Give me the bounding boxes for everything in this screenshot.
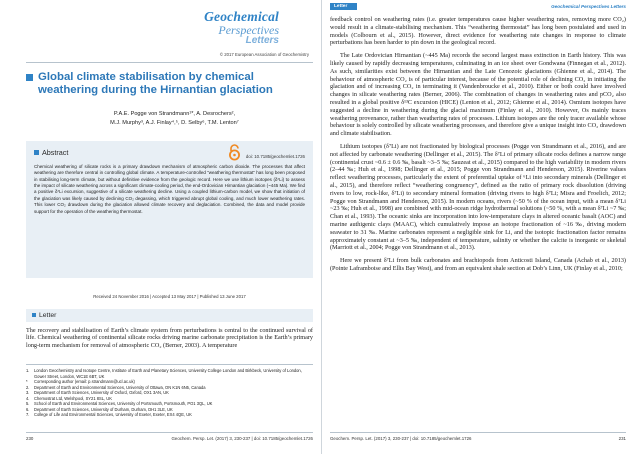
- abstract-box: [26, 141, 313, 278]
- logo-line-perspectives: Perspectives: [218, 22, 279, 37]
- affiliation-number: 4.: [26, 395, 30, 401]
- author-list: [26, 110, 313, 129]
- body-paragraph: Here we present δ⁷Li from bulk carbonates and brachiopods from Anticosti Island, Canada (Achab et al., 2013) (Pointe Laframboise and Ellis Bay West), and from an equivalent shale section at Dob’s Linn, UK (Finlay et al., 2010;: [330, 257, 626, 272]
- affiliations-divider: [26, 364, 313, 365]
- running-header-journal: Geochemical Perspectives Letters: [551, 4, 626, 9]
- right-footer-citation: Geochem. Persp. Let. (2017) 3, 230-237 | doi: 10.7185/geochemlet.1726: [330, 436, 472, 441]
- body-paragraph: Lithium isotopes (δ⁷Li) are not fractionated by biological processes (Pogge von Strandmann et al., 2016), and are not affected by carbonate weathering (Dellinger et al., 2015). The δ⁷Li of primary silicate rocks defines a narrow range (continental crust ~0.6 ± 0.6 ‰, basalt ~3–5 ‰; Sauzeat et al., 2015) compared to the high variability in modern rivers (2–44 ‰; Huh et al., 1998; Dellinger et al., 2015; Pogge von Strandmann and Henderson, 2015). Riverine values reflect weathering processes, particularly the extent of preferential uptake of ⁶Li into secondary minerals (Dellinger et al., 2015), and therefore reflect “weathering congruency”, defined as the ratio of primary rock dissolution (driving rivers to low, rock-like, δ⁷Li) to secondary mineral formation (driving rivers to high δ⁷Li; Misra and Froelich, 2012; Pogge von Strandmann and Henderson, 2015). In modern oceans, rivers (~50 % of the ocean input, with a mean δ⁷Li ~23 ‰; Huh et al., 1998) are combined with mid-ocean ridge hydrothermal solutions (~50 %, with a mean δ⁷Li ~7 ‰; Chan et al., 1993). The oceanic sinks are incorporation into low-temperature clays in altered oceanic basalt (AOC) and marine authigenic clays (MAAC), which cumulatively impose an isotope fractionation of ~16 ‰, driving modern seawater to 31 ‰. Marine carbonates represent a negligible sink for Li, and the isotopic fractionation factor remains approximately constant at ~3–5 ‰, independent of temperature, salinity or whether the calcite is inorganic or skeletal (Marriott et al., 2004; Pogge von Strandmann et al., 2013).: [330, 142, 626, 252]
- open-access-icon: [227, 144, 242, 161]
- body-paragraph: The Late Ordovician Hirnantian (~445 Ma) records the second largest mass extinction in Earth history. This was likely caused by rapidly decreasing temperatures, culminating in an ice sheet over Gondwana (Finnegan et al., 2012). As such, similarities exist between the Hirnantian and the Late Cenozoic glaciations (Ghienne et al., 2014). The behaviour of atmospheric CO₂ is of particular interest, because of the potential role of declining CO₂ in initiating the glaciation and of increasing CO₂ in terminating it (Vandenbroucke et al., 2010). Either or both could have involved changes in silicate weathering rates (Berner, 2006). The combination of changes in weathering rates and pCO₂ also resulted in a global positive δ¹³C excursion (HICE) (Lenton et al., 2012; Ghienne et al., 2014). Osmium isotopes have suggested a decline in weathering during the glacial maximum (Finlay et al., 2010). However, Os mainly traces weathering provenance, rather than weathering rates of processes. Lithium isotopes are the only tracer available whose behaviour is solely controlled by silicate weathering processes, and therefore give a unique insight into CO₂ drawdown and climate stabilisation.: [330, 52, 626, 138]
- affiliations-list: [26, 368, 313, 418]
- right-running-header: [330, 3, 626, 10]
- affiliation-number: 2.: [26, 384, 30, 390]
- letter-section-header: [26, 309, 313, 322]
- affiliation-text: Corresponding author (email: p.strandmann@ucl.ac.uk): [34, 379, 135, 385]
- affiliation-text: School of Earth and Environmental Sciences, University of Portsmouth, Portsmouth, PO1 3QL, UK: [34, 401, 213, 407]
- affiliation-number: 7.: [26, 412, 30, 418]
- affiliation-number: 6.: [26, 406, 30, 412]
- affiliation-text: Department of Earth Sciences, University of Oxford, Oxford, OX1 3AN, UK: [34, 390, 169, 396]
- affiliation-item: [26, 368, 313, 379]
- abstract-header: [34, 141, 305, 161]
- journal-logo: [26, 10, 313, 46]
- affiliation-text: Department of Earth Sciences, University of Durham, Durham, DH1 3LE, UK: [34, 406, 173, 412]
- letter-section-label: Letter: [32, 312, 56, 319]
- received-dates: Received 24 November 2016 | Accepted 13 May 2017 | Published 13 June 2017: [93, 293, 246, 299]
- affiliation-number: 3.: [26, 390, 30, 396]
- left-footer-citation: Geochem. Persp. Let. (2017) 3, 230-237 | doi: 10.7185/geochemlet.1726: [171, 436, 313, 441]
- article-title: Global climate stabilisation by chemical weathering during the Hirnantian glaciation: [38, 70, 273, 96]
- abstract-label: Abstract: [34, 148, 68, 157]
- logo-line-geochemical: Geochemical: [204, 9, 279, 24]
- body-paragraph: feedback control on weathering rates (i.e. greater temperatures cause higher weathering rates, removing more CO₂) would result in a climate-stabilising mechanism. This “weathering thermostat” has long been postulated and used in models (Colbourn et al., 2015). However, direct evidence for weathering rate changes in response to climate perturbations has been harder to pin down in the geological record.: [330, 16, 626, 47]
- affiliation-text: London Geochemistry and Isotope Centre, Institute of Earth and Planetary Sciences, University College London and Birkbeck, University of London, Gower Street, London, WC1E 6BT, UK: [34, 368, 302, 379]
- title-marker-icon: [26, 74, 33, 81]
- left-page-number: 230: [26, 436, 34, 441]
- authors-line-2: M.J. Murphy³, A.J. Finlay⁴,⁵, D. Selby⁶, T.M. Lenton⁷: [110, 120, 239, 127]
- affiliation-item: [26, 412, 313, 418]
- right-body-text: [330, 16, 626, 273]
- affiliation-number: 1.: [26, 368, 30, 374]
- left-footer: [26, 432, 313, 441]
- right-page: [322, 0, 640, 454]
- abstract-text: Chemical weathering of silicate rocks is a primary drawdown mechanism of atmospheric carbon dioxide. The processes that affect weathering are therefore central in controlling global climate. A temperature-controlled “weathering thermostat” has long been proposed in stabilising long-term climate, but without definitive evidence from the geologic record. Here we use lithium isotopes (δ⁷Li) to assess the impact of silicate weathering across a significant climate-cooling period, the end-Ordovician Hirnantian glaciation (~445 Ma). We find a positive δ⁷Li excursion, suggestive of a silicate weathering decline. Using a coupled lithium-carbon model, we show that initiation of the glaciation was likely caused by declining CO₂ degassing, which triggered abrupt global cooling, and much lower weathering rates. This lower CO₂ drawdown during the glaciation allowed climate recovery and deglaciation. Combined, the data and model provide support for the operation of the weathering thermostat.: [34, 163, 305, 214]
- header-divider: [26, 62, 313, 63]
- running-header-tag: Letter: [330, 3, 357, 10]
- title-row: [26, 71, 313, 98]
- authors-line-1: P.A.E. Pogge von Strandmann¹*, A. Desrochers²,: [113, 110, 236, 117]
- letter-intro-text: The recovery and stabilisation of Earth’s climate system from perturbations is central to the continued survival of life. Chemical weathering of continental silicate rocks driving marine carbonate precipitation is the Earth’s primary long-term mechanism for removal of atmospheric CO₂ (Berner, 2003). A temperature: [26, 326, 313, 350]
- doi-label[interactable]: doi: 10.7185/geochemlet.1726: [245, 153, 305, 159]
- copyright-notice: © 2017 European Association of Geochemistry: [219, 51, 309, 57]
- right-page-number: 231: [618, 436, 626, 441]
- right-footer: [330, 432, 626, 441]
- affiliation-text: College of Life and Environmental Sciences, University of Exeter, Exeter, EX4 4QE, UK: [34, 412, 192, 418]
- affiliation-text: Department of Earth and Environmental Sciences, University of Ottawa, ON K1N 6N5, Canada: [34, 384, 206, 390]
- affiliation-number: *: [26, 379, 28, 385]
- affiliation-number: 5.: [26, 401, 30, 407]
- abstract-badge: [227, 144, 305, 161]
- logo-line-letters: Letters: [245, 34, 279, 46]
- affiliation-text: Chemostrat Ltd, Welshpool, SY21 8SL, UK: [34, 395, 112, 401]
